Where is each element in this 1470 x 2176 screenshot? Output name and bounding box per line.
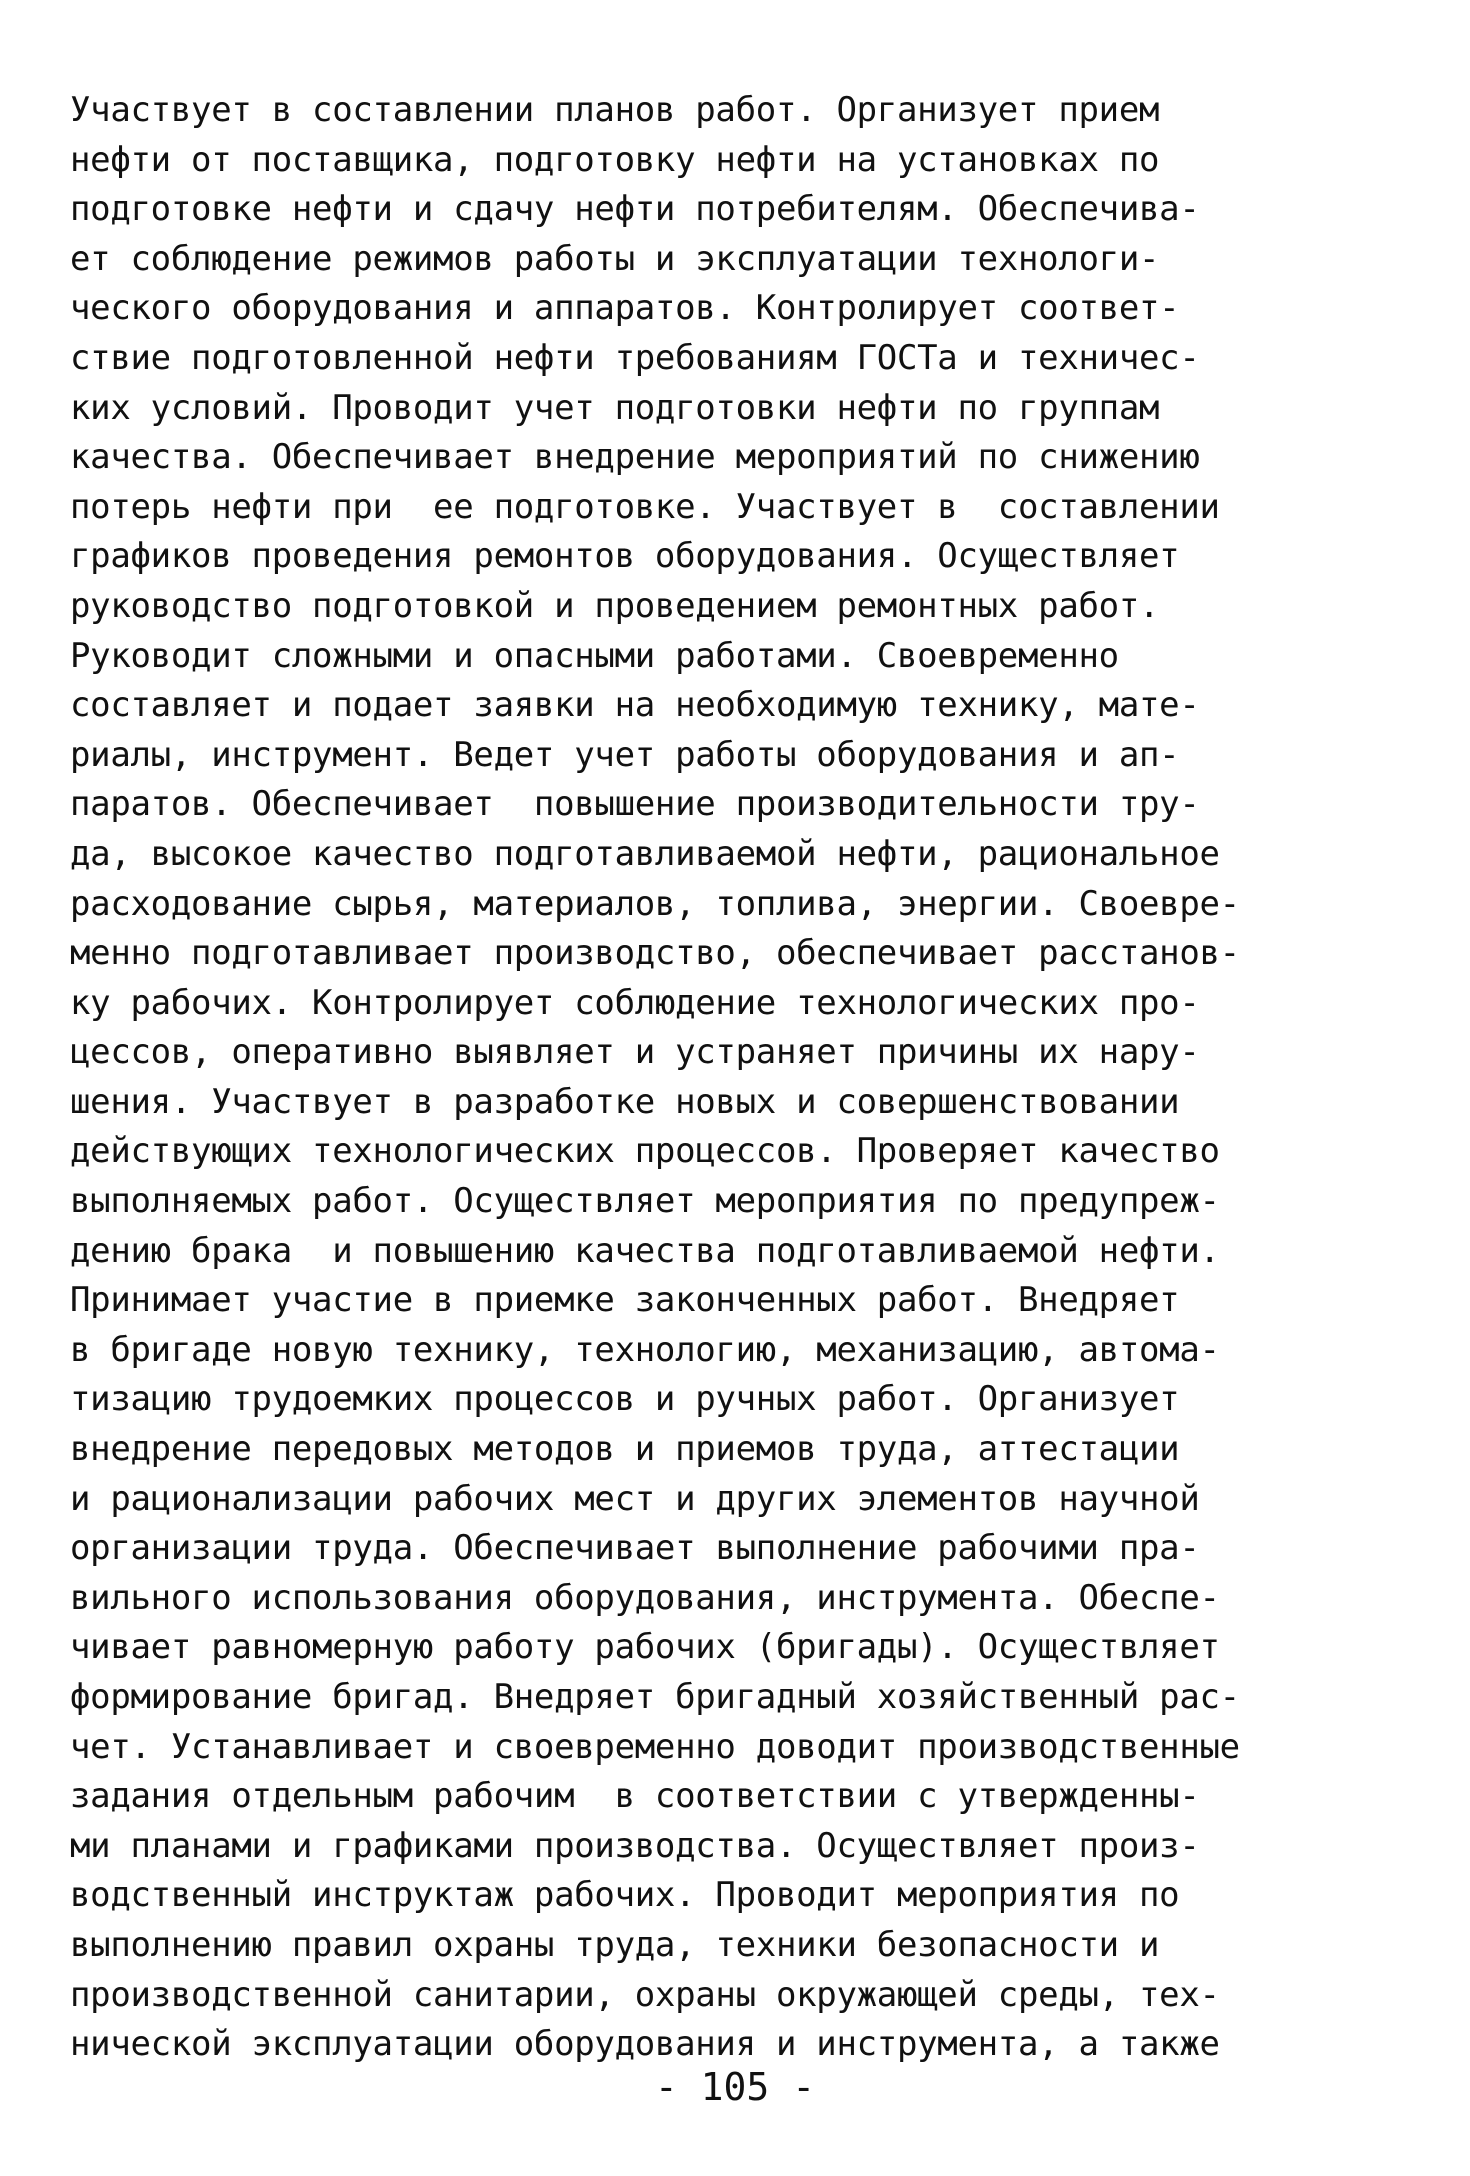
text-line: шения. Участвует в разработке новых и совершенствовании	[70, 1081, 1180, 1122]
text-line: Принимает участие в приемке законченных работ. Внедряет	[70, 1280, 1180, 1321]
text-line: цессов, оперативно выявляет и устраняет причины их нару-	[70, 1032, 1200, 1073]
text-line: действующих технологических процессов. Проверяет качество	[70, 1131, 1220, 1172]
text-line: выполняемых работ. Осуществляет мероприятия по предупреж-	[70, 1181, 1220, 1222]
text-line: руководство подготовкой и проведением ремонтных работ.	[70, 585, 1160, 626]
text-line: чет. Устанавливает и своевременно доводит производственные	[70, 1726, 1240, 1767]
text-line: выполнению правил охраны труда, техники безопасности и	[70, 1924, 1160, 1965]
text-line: потерь нефти при ее подготовке. Участвует в составлении	[70, 486, 1220, 527]
text-line: ствие подготовленной нефти требованиям ГОСТа и техничес-	[70, 337, 1200, 378]
text-line: формирование бригад. Внедряет бригадный хозяйственный рас-	[70, 1677, 1240, 1717]
text-line: да, высокое качество подготавливаемой нефти, рациональное	[70, 833, 1220, 874]
text-line: нической эксплуатации оборудования и инструмента, а также	[70, 2024, 1220, 2065]
text-line: в бригаде новую технику, технологию, механизацию, автома-	[70, 1329, 1220, 1370]
text-line: ческого оборудования и аппаратов. Контролирует соответ-	[70, 288, 1180, 329]
text-line: ми планами и графиками производства. Осуществляет произ-	[70, 1825, 1200, 1866]
text-line: Участвует в составлении планов работ. Организует прием	[70, 90, 1160, 130]
text-line: подготовке нефти и сдачу нефти потребителям. Обеспечива-	[70, 189, 1200, 230]
body-text	[70, 86, 1420, 2070]
text-line: вильного использования оборудования, инструмента. Обеспе-	[70, 1577, 1220, 1618]
page-number: - 105 -	[654, 2065, 816, 2109]
text-line: задания отдельным рабочим в соответствии с утвержденны-	[70, 1776, 1200, 1817]
text-line: ет соблюдение режимов работы и эксплуатации технологи-	[70, 238, 1160, 279]
text-line: паратов. Обеспечивает повышение производительности тру-	[70, 784, 1200, 825]
text-line: тизацию трудоемких процессов и ручных работ. Организует	[70, 1379, 1180, 1420]
text-line: составляет и подает заявки на необходимую технику, мате-	[70, 685, 1200, 726]
text-line: менно подготавливает производство, обеспечивает расстанов-	[70, 933, 1240, 974]
text-line: нефти от поставщика, подготовку нефти на установках по	[70, 139, 1160, 180]
text-line: водственный инструктаж рабочих. Проводит мероприятия по	[70, 1875, 1180, 1916]
text-line: качества. Обеспечивает внедрение мероприятий по снижению	[70, 437, 1200, 478]
text-line: ку рабочих. Контролирует соблюдение технологических про-	[70, 982, 1200, 1023]
text-line: ких условий. Проводит учет подготовки нефти по группам	[70, 387, 1160, 428]
text-line: организации труда. Обеспечивает выполнение рабочими пра-	[70, 1528, 1200, 1569]
text-line: расходование сырья, материалов, топлива, энергии. Своевре-	[70, 883, 1240, 924]
text-line: риалы, инструмент. Ведет учет работы оборудования и ап-	[70, 734, 1180, 775]
text-line: Руководит сложными и опасными работами. Своевременно	[70, 635, 1119, 676]
text-line: и рационализации рабочих мест и других элементов научной	[70, 1478, 1200, 1519]
text-line: внедрение передовых методов и приемов труда, аттестации	[70, 1429, 1180, 1470]
text-line: производственной санитарии, охраны окружающей среды, тех-	[70, 1974, 1220, 2015]
text-line: графиков проведения ремонтов оборудования. Осуществляет	[70, 536, 1180, 577]
text-line: чивает равномерную работу рабочих (бригады). Осуществляет	[70, 1627, 1220, 1668]
text-line: дению брака и повышению качества подготавливаемой нефти.	[70, 1230, 1220, 1271]
